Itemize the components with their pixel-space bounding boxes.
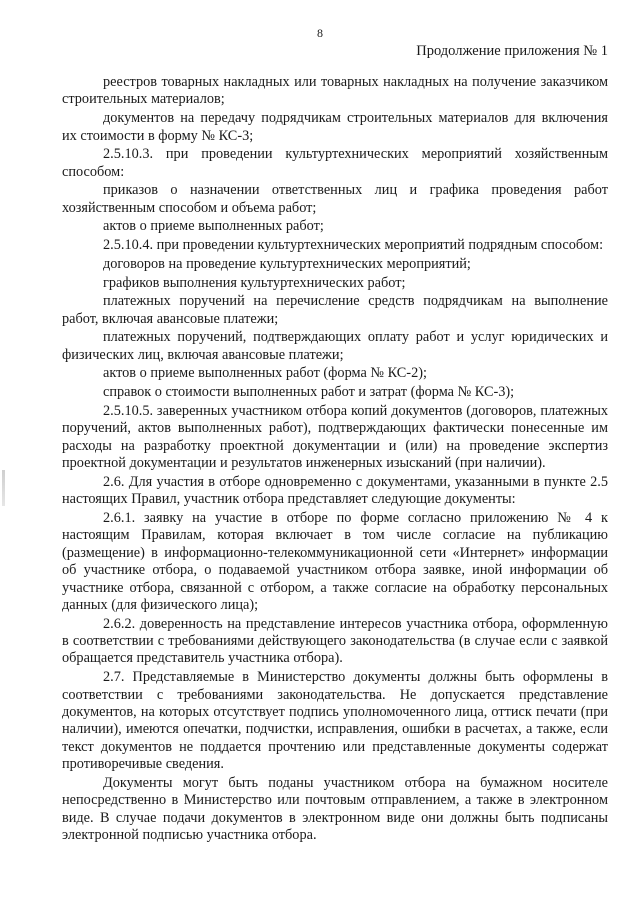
appendix-continuation-note: Продолжение приложения № 1 xyxy=(416,43,608,59)
scan-margin-mark xyxy=(2,470,5,506)
document-body xyxy=(62,74,608,846)
paragraph: справок о стоимости выполненных работ и затрат (форма № КС-3); xyxy=(103,384,515,401)
paragraph: документов на передачу подрядчикам строительных материалов для включения их стоимости в форму № КС-3; xyxy=(62,110,608,144)
paragraph: актов о приеме выполненных работ; xyxy=(103,218,324,235)
paragraph: графиков выполнения культуртехнических работ; xyxy=(103,274,406,291)
paragraph: 2.5.10.3. при проведении культуртехнических мероприятий хозяйственным способом: xyxy=(62,146,608,180)
paragraph: приказов о назначении ответственных лиц и графика проведения работ хозяйственным способом и объема работ; xyxy=(62,182,608,216)
paragraph: 2.6.2. доверенность на представление интересов участника отбора, оформленную в соответствии с требованиями действующего законодательства (в случае если с заявкой обращается представитель участника отбора). xyxy=(62,615,608,667)
paragraph: 2.6. Для участия в отборе одновременно с документами, указанными в пункте 2.5 настоящих Правил, участник отбора представляет следующие документы: xyxy=(62,473,608,508)
paragraph: 2.6.1. заявку на участие в отборе по форме согласно приложению № 4 к настоящим Правилам, которая включает в том числе согласие на публикацию (размещение) в информационно-телекоммуникационной сети «Интернет» информации об участнике отбора, о подаваемой участником отбора заявке, иной информации об участнике отбора, связанной с отбором, а также согласие на обработку персональных данных (для физического лица); xyxy=(62,509,608,613)
page-number: 8 xyxy=(317,26,323,40)
paragraph: 2.7. Представляемые в Министерство документы должны быть оформлены в соответствии с требованиями законодательства. Не допускается представление документов, на которых отсутствует подпись уполномоченного лица, оттиск печати (при наличии), имеются опечатки, подчистки, исправления, ошибки в расчетах, а также, если текст документов не поддается прочтению или представленные документы содержат противоречивые сведения. xyxy=(62,669,608,773)
paragraph: 2.5.10.5. заверенных участником отбора копий документов (договоров, платежных поручений, актов выполненных работ), подтверждающих фактически понесенные им расходы на разработку проектной документации и (или) на проведение экспертиз проектной документации и результатов инженерных изысканий (при наличии). xyxy=(62,402,608,472)
paragraph: договоров на проведение культуртехнических мероприятий; xyxy=(103,255,471,272)
paragraph: реестров товарных накладных или товарных накладных на получение заказчиком строительных материалов; xyxy=(62,74,608,108)
paragraph: Документы могут быть поданы участником отбора на бумажном носителе непосредственно в Министерство или почтовым отправлением, а также в электронном виде. В случае подачи документов в электронном виде они должны быть подписаны электронной подписью участника отбора. xyxy=(62,774,608,844)
paragraph: платежных поручений на перечисление средств подрядчикам на выполнение работ, включая авансовые платежи; xyxy=(62,293,608,327)
paragraph: платежных поручений, подтверждающих оплату работ и услуг юридических и физических лиц, включая авансовые платежи; xyxy=(62,329,608,363)
paragraph: 2.5.10.4. при проведении культуртехнических мероприятий подрядным способом: xyxy=(103,237,604,254)
paragraph: актов о приеме выполненных работ (форма № КС-2); xyxy=(103,365,427,382)
